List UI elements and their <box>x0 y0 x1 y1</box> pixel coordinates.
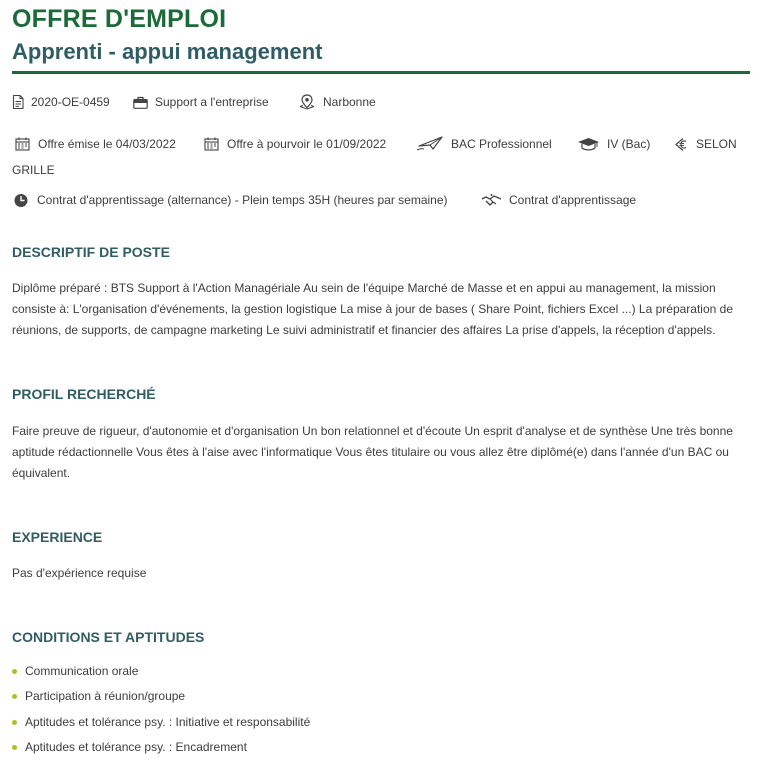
list-item-label: Participation à réunion/groupe <box>25 689 186 704</box>
issued-date-text: Offre émise le 04/03/2022 <box>38 137 176 151</box>
meta-contract-detail <box>12 191 448 209</box>
bullet-dot <box>12 669 17 674</box>
handshake-icon <box>481 193 502 208</box>
document-icon <box>12 95 24 109</box>
section-body-descriptif: Diplôme préparé : BTS Support à l'Action Managériale Au sein de l'équipe Marché de Masse et en appui au management, la mission consiste à: L'organisation d'événements, la gestion logistique La mise à jour de bases ( Share Point, fichiers Excel ...) La préparation de réunions, de supports, de campagne marketing Le suivi administratif et financier des affaires La prise d'appels, la réception d'appels. <box>12 281 733 337</box>
bullet-dot <box>12 745 17 750</box>
meta-salary <box>673 135 737 153</box>
conditions-list <box>12 660 310 761</box>
list-item <box>12 660 310 685</box>
salary-text-part2: GRILLE <box>12 163 55 177</box>
reference-text: 2020-OE-0459 <box>31 95 110 109</box>
calendar-icon <box>203 137 220 151</box>
map-pin-icon <box>298 94 316 110</box>
to-fill-date-text: Offre à pourvoir le 01/09/2022 <box>227 137 387 151</box>
clock-icon <box>12 193 30 208</box>
list-item <box>12 685 310 710</box>
category-text: Support a l'entreprise <box>155 95 269 109</box>
calendar-icon <box>14 137 31 151</box>
list-item-label: Aptitudes et tolérance psy. : Encadrement <box>25 739 247 754</box>
title-divider <box>12 71 750 74</box>
list-item-label: Aptitudes et tolérance psy. : Initiative et responsabilité <box>25 714 311 729</box>
job-title: Apprenti - appui management <box>12 39 323 64</box>
section-body-profil: Faire preuve de rigueur, d'autonomie et d'organisation Un bon relationnel et d'écoute Un esprit d'analyse et de synthèse Une très bonne aptitude rédactionnelle Vous êtes à l'aise avec l'informatique Vous êtes titulaire ou vous allez être diplômé(e) dans l'année d'un BAC ou équivalent. <box>12 424 733 480</box>
bullet-dot <box>12 694 17 699</box>
section-body-experience: Pas d'expérience requise <box>12 566 147 580</box>
graduation-cap-icon <box>577 137 600 152</box>
meta-diploma <box>416 135 552 153</box>
contract-type-text: Contrat d'apprentissage <box>509 193 637 207</box>
contract-detail-text: Contrat d'apprentissage (alternance) - Plein temps 35H (heures par semaine) <box>37 193 448 207</box>
location-text: Narbonne <box>323 95 376 109</box>
meta-category <box>133 93 269 111</box>
bullet-dot <box>12 720 17 725</box>
section-title-descriptif: DESCRIPTIF DE POSTE <box>12 244 170 260</box>
section-title-experience: EXPERIENCE <box>12 529 103 545</box>
diploma-text: BAC Professionnel <box>451 137 552 151</box>
meta-location <box>298 93 376 111</box>
meta-reference <box>12 93 110 111</box>
section-title-profil: PROFIL RECHERCHÉ <box>12 386 156 402</box>
level-text: IV (Bac) <box>607 137 651 151</box>
paper-plane-icon <box>416 136 444 152</box>
briefcase-icon <box>133 96 148 109</box>
salary-text-part1: SELON <box>696 137 737 151</box>
list-item-label: Communication orale <box>25 664 139 678</box>
section-title-conditions: CONDITIONS ET APTITUDES <box>12 629 205 645</box>
meta-contract-type <box>481 191 636 209</box>
page-title: OFFRE D'EMPLOI <box>12 5 227 33</box>
meta-issued <box>14 135 176 153</box>
list-item <box>12 736 310 761</box>
euro-tag-icon <box>673 137 689 152</box>
meta-to-fill <box>203 135 386 153</box>
list-item <box>12 711 310 736</box>
meta-level <box>577 135 650 153</box>
